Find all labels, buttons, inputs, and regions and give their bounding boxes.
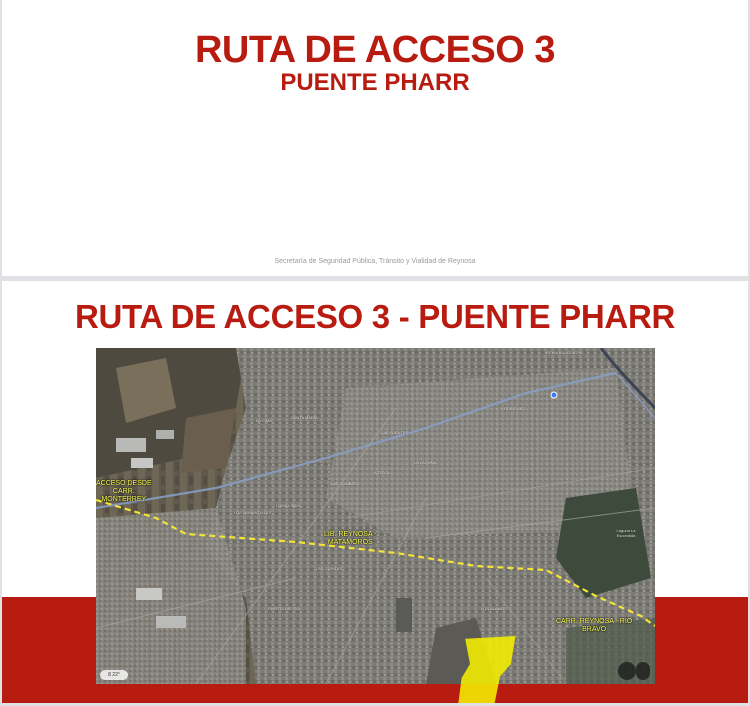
place-label: LA CIMA bbox=[256, 418, 272, 423]
map-control-button[interactable] bbox=[618, 662, 636, 680]
label-acceso-monterrey: ACCESO DESDE CARR. MONTERREY bbox=[96, 480, 152, 503]
label-carr-reynosa-rio-bravo: CARR. REYNOSA - RIO BRAVO bbox=[556, 618, 633, 633]
place-label: RODRÍGUEZ bbox=[501, 406, 525, 411]
place-label: LOS ÁLAMOS bbox=[481, 606, 507, 611]
place-label: LOMA LINDA bbox=[276, 503, 301, 508]
map-scale: 8 22° bbox=[100, 670, 128, 680]
slide-footer: Secretaría de Seguridad Pública, Tránsito y Vialidad de Reynosa bbox=[274, 258, 476, 265]
map-slide-title: RUTA DE ACCESO 3 - PUENTE PHARR bbox=[74, 298, 676, 335]
place-label: REYNOSA CENTRO bbox=[546, 350, 584, 355]
slide-subtitle: PUENTE PHARR bbox=[280, 69, 470, 96]
place-label: LOS MANANTIALES bbox=[234, 510, 272, 515]
slide-title: RUTA DE ACCESO 3 bbox=[194, 29, 556, 71]
label-lib-reynosa-matamoros: LIB. REYNOSA - MATAMOROS bbox=[324, 531, 377, 546]
place-label: SANTA MARÍA bbox=[291, 415, 318, 420]
place-label: LAS CUMBRES bbox=[331, 481, 360, 486]
map-control-button[interactable] bbox=[636, 662, 650, 680]
map-slide bbox=[2, 281, 748, 703]
place-label: Laguna La Escondida bbox=[616, 528, 636, 538]
place-label: PUERTA DEL SOL bbox=[268, 606, 302, 611]
place-label: LAS QUINTAS bbox=[316, 566, 343, 571]
place-label: LA LAGUNA bbox=[414, 460, 437, 465]
satellite-map bbox=[96, 348, 655, 684]
title-slide bbox=[2, 0, 748, 276]
place-label: AZTECA bbox=[374, 470, 390, 475]
place-label: LAS FUENTES bbox=[381, 430, 409, 435]
